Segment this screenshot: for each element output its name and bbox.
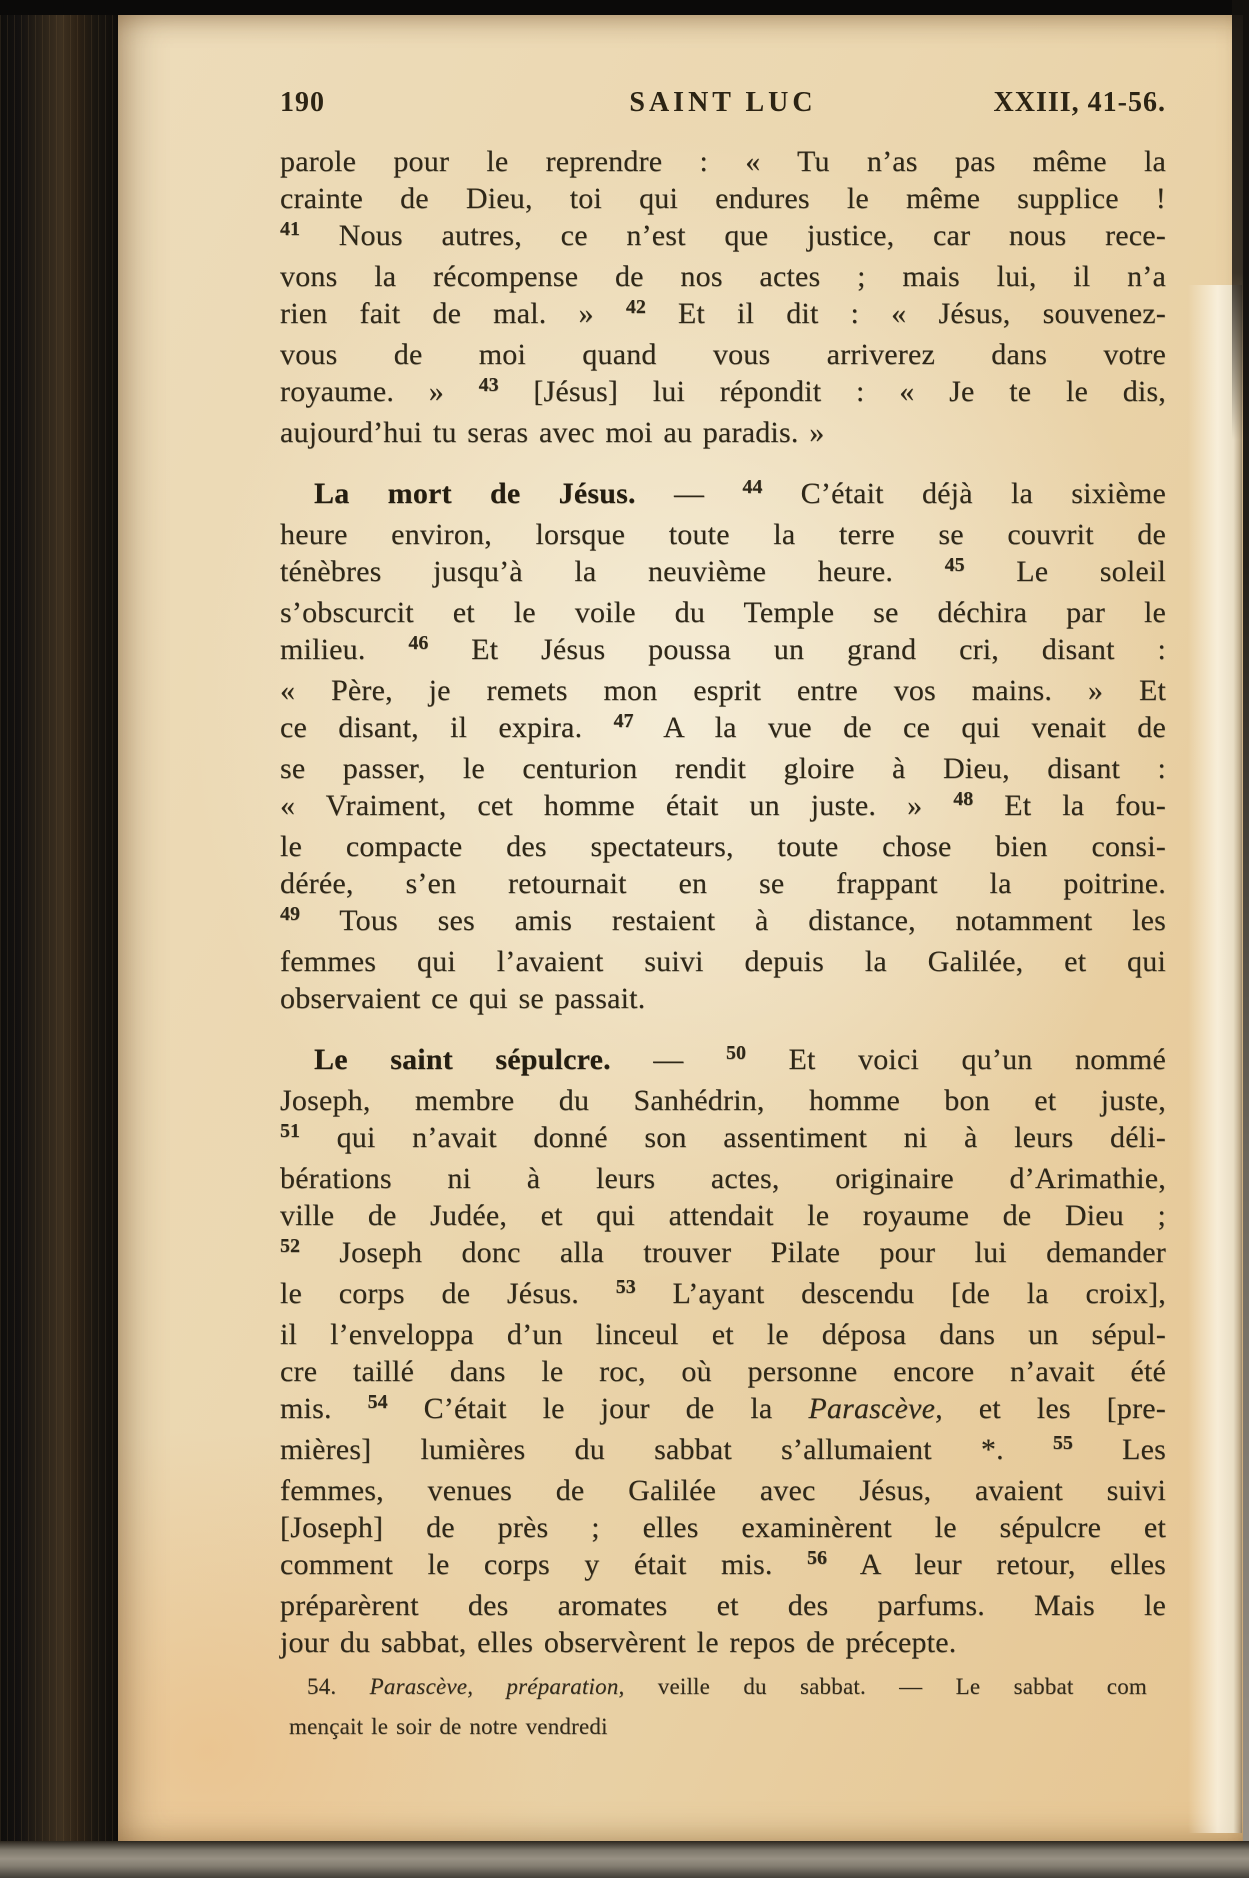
text-line bbox=[280, 1509, 1166, 1546]
text-segment: observaient ce qui se passait. bbox=[280, 982, 646, 1015]
text-segment: — bbox=[610, 1043, 726, 1076]
verse-number: 46 bbox=[408, 632, 429, 654]
text-line bbox=[280, 295, 1166, 336]
text-segment: Le saint sépulcre. bbox=[314, 1043, 611, 1076]
text-segment: La mort de Jésus. bbox=[314, 477, 636, 510]
text-segment: qui n’avait donné son assentiment ni à leurs déli- bbox=[300, 1121, 1166, 1154]
text-line bbox=[280, 672, 1166, 709]
text-segment: s’obscurcit et le voile du Temple se déchira par le bbox=[280, 596, 1166, 629]
verse-number: 43 bbox=[478, 374, 499, 396]
verse-number: 56 bbox=[807, 1547, 828, 1569]
paragraph-la-mort-de-jesus bbox=[280, 475, 1166, 1017]
text-line bbox=[280, 1353, 1166, 1390]
text-line bbox=[280, 902, 1166, 943]
text-segment: « Vraiment, cet homme était un juste. » bbox=[280, 789, 954, 822]
scripture-text bbox=[280, 143, 1166, 1661]
text-segment: [Jésus] lui répondit : « Je te le dis, bbox=[498, 375, 1167, 408]
text-line bbox=[280, 217, 1166, 258]
running-title: SAINT LUC bbox=[629, 87, 817, 118]
text-segment: veille du sabbat. — Le sabbat com bbox=[624, 1674, 1147, 1699]
verse-number: 51 bbox=[280, 1120, 300, 1142]
text-line bbox=[280, 1082, 1166, 1119]
text-segment: Parascève, préparation, bbox=[369, 1674, 625, 1699]
text-segment: Nous autres, ce n’est que justice, car nous rece- bbox=[300, 219, 1166, 252]
text-line bbox=[280, 980, 1166, 1017]
text-segment: L’ayant descendu [de la croix], bbox=[635, 1277, 1167, 1310]
text-line bbox=[280, 828, 1166, 865]
chapter-reference: XXIII, 41-56. bbox=[993, 87, 1166, 118]
text-segment: aujourd’hui tu seras avec moi au paradis. » bbox=[280, 416, 825, 449]
text-line bbox=[280, 143, 1166, 180]
text-line bbox=[280, 1390, 1166, 1431]
footnote bbox=[289, 1667, 1147, 1747]
text-segment: vons la récompense de nos actes ; mais lui, il n’a bbox=[280, 260, 1166, 293]
text-segment: Et il dit : « Jésus, souvenez- bbox=[645, 297, 1166, 330]
text-segment: jour du sabbat, elles observèrent le repos de précepte. bbox=[280, 1626, 957, 1659]
verse-number: 47 bbox=[613, 710, 634, 732]
text-line bbox=[289, 1667, 1147, 1707]
text-segment: A leur retour, elles bbox=[827, 1548, 1166, 1581]
text-segment: Les bbox=[1072, 1433, 1166, 1466]
text-segment: Le soleil bbox=[964, 555, 1166, 588]
text-line bbox=[280, 943, 1166, 980]
text-segment: Joseph, membre du Sanhédrin, homme bon et juste, bbox=[280, 1084, 1166, 1117]
text-line bbox=[280, 631, 1166, 672]
verse-number: 50 bbox=[725, 1042, 746, 1064]
text-segment: femmes, venues de Galilée avec Jésus, avaient suivi bbox=[280, 1474, 1166, 1507]
text-segment: A la vue de ce qui venait de bbox=[633, 711, 1166, 744]
text-segment: heure environ, lorsque toute la terre se couvrit de bbox=[280, 518, 1166, 551]
text-line bbox=[280, 1624, 1166, 1661]
text-line bbox=[280, 1119, 1166, 1160]
text-segment: ville de Judée, et qui attendait le royaume de Dieu ; bbox=[280, 1199, 1166, 1232]
text-segment: mières] lumières du sabbat s’allumaient *. bbox=[280, 1433, 1053, 1466]
text-segment: se passer, le centurion rendit gloire à Dieu, disant : bbox=[280, 752, 1166, 785]
text-segment: parole pour le reprendre : « Tu n’as pas même la bbox=[280, 145, 1166, 178]
text-line bbox=[280, 180, 1166, 217]
text-segment: mis. bbox=[280, 1392, 368, 1425]
text-segment: ce disant, il expira. bbox=[280, 711, 614, 744]
text-segment: Joseph donc alla trouver Pilate pour lui demander bbox=[300, 1236, 1166, 1269]
text-segment: bérations ni à leurs actes, originaire d’Arimathie, bbox=[280, 1162, 1166, 1195]
photo-bottom-edge bbox=[0, 1841, 1249, 1878]
text-line bbox=[280, 594, 1166, 631]
verse-number: 48 bbox=[953, 788, 974, 810]
verse-number: 52 bbox=[280, 1235, 300, 1257]
text-line bbox=[280, 516, 1166, 553]
text-segment: préparèrent des aromates et des parfums. Mais le bbox=[280, 1589, 1166, 1622]
text-segment: Et voici qu’un nommé bbox=[745, 1043, 1166, 1076]
verse-number: 54 bbox=[367, 1391, 388, 1413]
text-line bbox=[280, 1587, 1166, 1624]
text-segment: — bbox=[635, 477, 743, 510]
paragraph-le-saint-sepulcre bbox=[280, 1041, 1166, 1661]
text-segment: [Joseph] de près ; elles examinèrent le sépulcre et bbox=[280, 1511, 1166, 1544]
text-segment: comment le corps y était mis. bbox=[280, 1548, 808, 1581]
text-segment: Tous ses amis restaient à distance, notamment les bbox=[300, 904, 1166, 937]
text-line bbox=[280, 709, 1166, 750]
text-segment: le compacte des spectateurs, toute chose bien consi- bbox=[280, 830, 1166, 863]
text-segment: dérée, s’en retournait en se frappant la poitrine. bbox=[280, 867, 1166, 900]
paragraph-verses-41-43 bbox=[280, 143, 1166, 451]
text-segment: 54. bbox=[307, 1674, 370, 1699]
verse-number: 53 bbox=[615, 1276, 636, 1298]
photo-top-right-corner bbox=[1232, 0, 1249, 440]
text-segment: crainte de Dieu, toi qui endures le même supplice ! bbox=[280, 182, 1166, 215]
book-page bbox=[118, 15, 1243, 1841]
text-segment: royaume. » bbox=[280, 375, 479, 408]
text-line bbox=[280, 1197, 1166, 1234]
text-segment: C’était déjà la sixième bbox=[762, 477, 1166, 510]
text-segment: milieu. bbox=[280, 633, 409, 666]
verse-number: 49 bbox=[280, 903, 300, 925]
text-segment: C’était le jour de la bbox=[387, 1392, 809, 1425]
text-line bbox=[280, 373, 1166, 414]
page-header bbox=[280, 87, 1166, 123]
verse-number: 41 bbox=[280, 218, 300, 240]
text-line bbox=[280, 258, 1166, 295]
book-binding-left bbox=[0, 0, 118, 1878]
verse-number: 45 bbox=[944, 554, 965, 576]
text-line bbox=[280, 1234, 1166, 1275]
text-line bbox=[289, 1707, 1147, 1747]
text-line bbox=[280, 787, 1166, 828]
verse-number: 44 bbox=[742, 476, 763, 498]
text-line bbox=[280, 1472, 1166, 1509]
verse-number: 42 bbox=[625, 296, 646, 318]
text-line bbox=[280, 1431, 1166, 1472]
photo-top-edge bbox=[0, 0, 1249, 15]
text-segment: Et Jésus poussa un grand cri, disant : bbox=[428, 633, 1166, 666]
text-segment: « Père, je remets mon esprit entre vos mains. » Et bbox=[280, 674, 1166, 707]
text-line bbox=[280, 553, 1166, 594]
text-line bbox=[280, 1546, 1166, 1587]
text-segment: et les [pre- bbox=[942, 1392, 1166, 1425]
text-segment: mençait le soir de notre vendredi bbox=[289, 1714, 608, 1739]
text-line bbox=[280, 750, 1166, 787]
text-line bbox=[280, 336, 1166, 373]
text-segment: femmes qui l’avaient suivi depuis la Galilée, et qui bbox=[280, 945, 1166, 978]
text-line bbox=[280, 1316, 1166, 1353]
verse-number: 55 bbox=[1052, 1432, 1073, 1454]
page-number: 190 bbox=[280, 87, 325, 118]
text-line bbox=[280, 1275, 1166, 1316]
text-line bbox=[280, 475, 1166, 516]
text-line bbox=[280, 1041, 1166, 1082]
text-line bbox=[280, 865, 1166, 902]
text-segment: le corps de Jésus. bbox=[280, 1277, 616, 1310]
text-segment: rien fait de mal. » bbox=[280, 297, 626, 330]
text-segment: cre taillé dans le roc, où personne encore n’avait été bbox=[280, 1355, 1166, 1388]
page-curl-highlight bbox=[1188, 285, 1242, 1833]
text-segment: ténèbres jusqu’à la neuvième heure. bbox=[280, 555, 945, 588]
text-segment: vous de moi quand vous arriverez dans votre bbox=[280, 338, 1166, 371]
text-segment: Parascève, bbox=[808, 1392, 943, 1425]
text-line bbox=[280, 414, 1166, 451]
text-line bbox=[280, 1160, 1166, 1197]
text-segment: Et la fou- bbox=[973, 789, 1166, 822]
text-segment: il l’enveloppa d’un linceul et le déposa dans un sépul- bbox=[280, 1318, 1166, 1351]
